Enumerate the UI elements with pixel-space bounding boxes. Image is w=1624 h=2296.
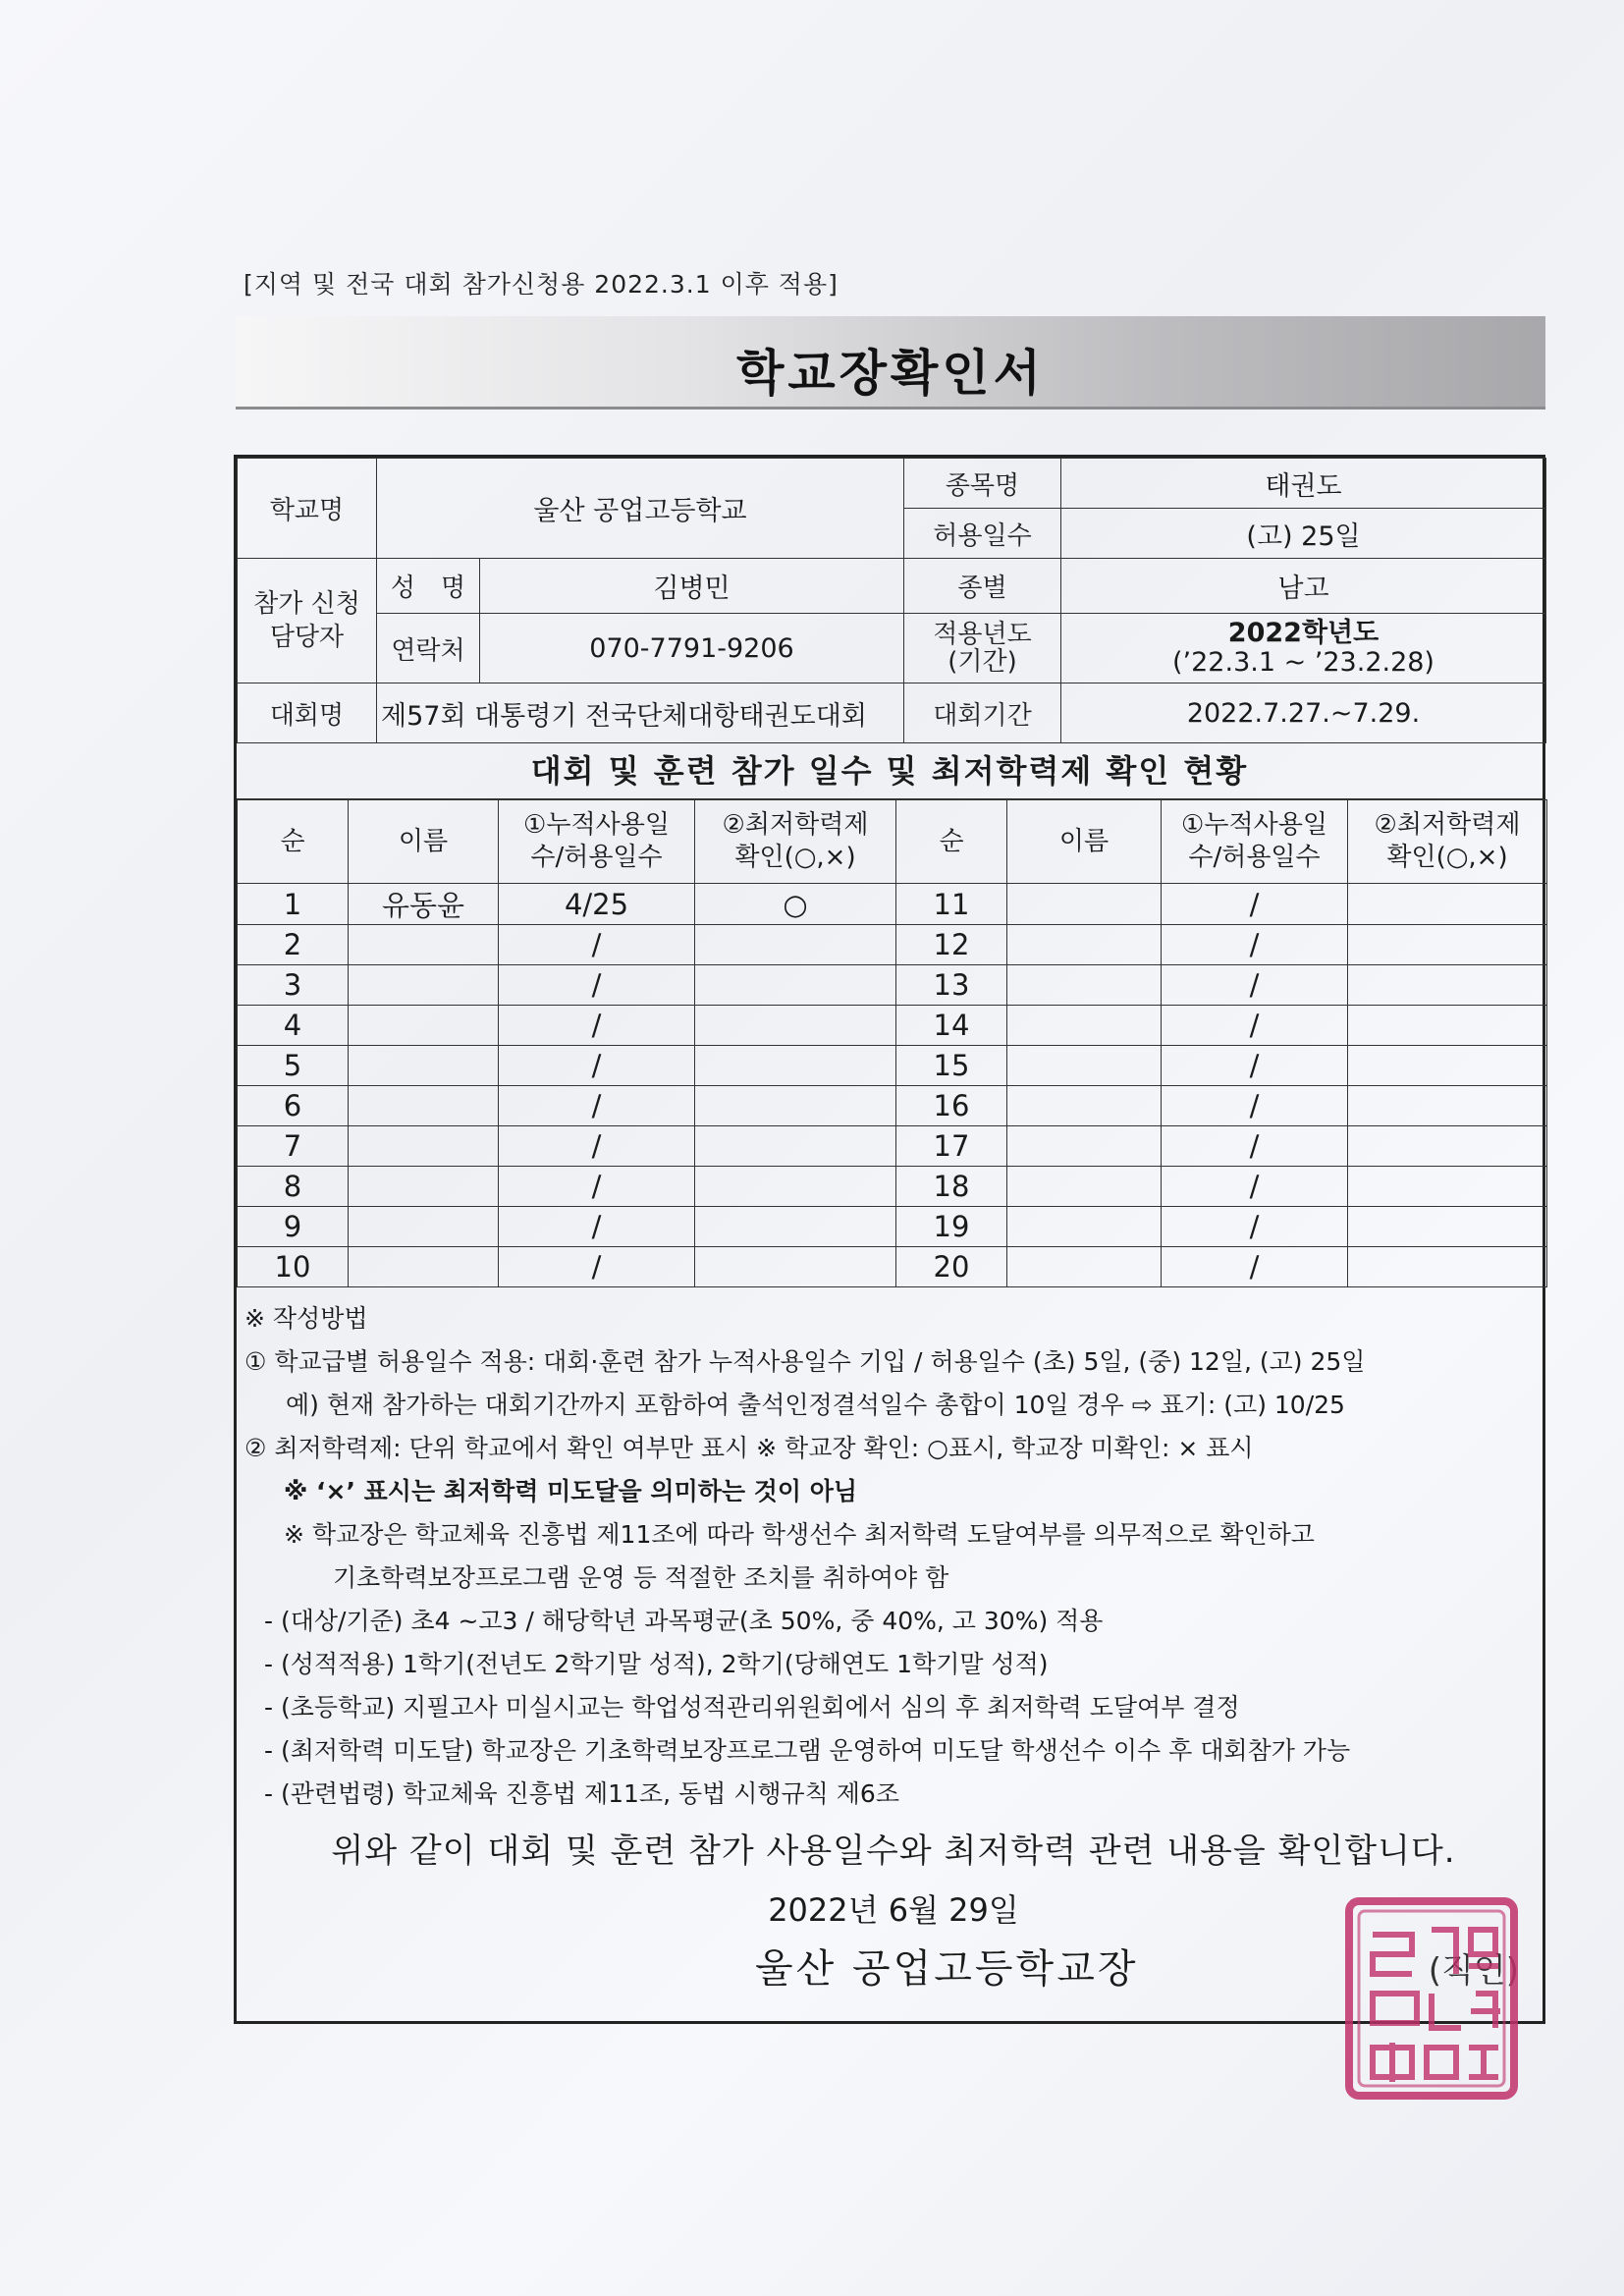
row-days-left: 4/25 xyxy=(499,884,695,925)
detail-not-reached: - (최저학력 미도달) 학교장은 기초학력보장프로그램 운영하여 미도달 학생선수 이수 후 대회참가 가능 xyxy=(264,1736,1351,1765)
category-value: 남고 xyxy=(1061,559,1546,614)
row-no-right: 11 xyxy=(896,884,1007,925)
table-row xyxy=(238,1207,1547,1247)
table-row xyxy=(238,1046,1547,1086)
contact-label: 연락처 xyxy=(377,614,480,683)
row-name-right xyxy=(1007,1207,1162,1247)
row-name-right xyxy=(1007,1247,1162,1287)
table-row xyxy=(238,884,1547,925)
row-name-right xyxy=(1007,884,1162,925)
row-name-left: 유동윤 xyxy=(349,884,499,925)
event-value: 태권도 xyxy=(1061,459,1546,509)
period-value: 2022.7.27.~7.29. xyxy=(1061,683,1546,743)
row-days-right: / xyxy=(1162,925,1348,965)
year-period: (’22.3.1 ~ ’23.2.28) xyxy=(1172,647,1435,678)
official-seal-stamp xyxy=(1343,1895,1520,2102)
seal-label: (직인) xyxy=(1428,1951,1519,1991)
row-name-right xyxy=(1007,1167,1162,1207)
row-days-left: / xyxy=(499,1086,695,1126)
row-days-right: / xyxy=(1162,1086,1348,1126)
row-name-right xyxy=(1007,1006,1162,1046)
col-name-left: 이름 xyxy=(349,800,499,884)
detail-law: - (관련법령) 학교체육 진흥법 제11조, 동법 시행규칙 제6조 xyxy=(264,1779,899,1808)
event-label: 종목명 xyxy=(904,459,1061,509)
signer-title: 울산 공업고등학교장 xyxy=(755,1946,1139,1992)
row-days-left: / xyxy=(499,1126,695,1167)
row-no-left: 6 xyxy=(238,1086,349,1126)
row-no-right: 19 xyxy=(896,1207,1007,1247)
row-no-right: 15 xyxy=(896,1046,1007,1086)
col-no-left: 순 xyxy=(238,800,349,884)
row-name-left xyxy=(349,1046,499,1086)
detail-target: - (대상/기준) 초4 ~고3 / 해당학년 과목평균(초 50%, 중 40%, 고 30%) 적용 xyxy=(264,1607,1104,1635)
row-name-left xyxy=(349,1126,499,1167)
col-name-right: 이름 xyxy=(1007,800,1162,884)
allowed-days-value: (고) 25일 xyxy=(1061,509,1546,559)
year-label: 적용년도 (기간) xyxy=(904,614,1061,683)
row-days-left: / xyxy=(499,1006,695,1046)
row-no-left: 9 xyxy=(238,1207,349,1247)
row-no-right: 14 xyxy=(896,1006,1007,1046)
row-check-left xyxy=(695,1167,896,1207)
row-days-right: / xyxy=(1162,1126,1348,1167)
row-no-right: 20 xyxy=(896,1247,1007,1287)
row-check-left xyxy=(695,1046,896,1086)
row-check-left xyxy=(695,1086,896,1126)
row-no-left: 8 xyxy=(238,1167,349,1207)
row-name-right xyxy=(1007,965,1162,1006)
note-2-warning: ※ ‘×’ 표시는 최저학력 미도달을 의미하는 것이 아님 xyxy=(284,1477,858,1505)
name-label: 성 명 xyxy=(377,559,480,614)
row-no-right: 16 xyxy=(896,1086,1007,1126)
row-check-left xyxy=(695,1207,896,1247)
row-check-right xyxy=(1348,965,1547,1006)
competition-value: 제57회 대통령기 전국단체대항태권도대회 xyxy=(377,683,904,743)
row-no-right: 12 xyxy=(896,925,1007,965)
row-name-right xyxy=(1007,1086,1162,1126)
note-2-duty: ※ 학교장은 학교체육 진흥법 제11조에 따라 학생선수 최저학력 도달여부를 의무적으로 확인하고 xyxy=(284,1520,1315,1549)
instructions xyxy=(237,1287,1543,1991)
row-name-left xyxy=(349,1207,499,1247)
name-value: 김병민 xyxy=(480,559,904,614)
row-no-left: 4 xyxy=(238,1006,349,1046)
col-days-right: ①누적사용일 수/허용일수 xyxy=(1162,800,1348,884)
status-table-header xyxy=(238,800,1547,884)
row-no-left: 3 xyxy=(238,965,349,1006)
row-days-left: / xyxy=(499,1046,695,1086)
row-no-left: 10 xyxy=(238,1247,349,1287)
row-check-left xyxy=(695,925,896,965)
row-days-left: / xyxy=(499,965,695,1006)
row-name-left xyxy=(349,1167,499,1207)
applicant-label: 참가 신청 담당자 xyxy=(238,559,377,683)
row-check-right xyxy=(1348,884,1547,925)
row-days-right: / xyxy=(1162,884,1348,925)
competition-label: 대회명 xyxy=(238,683,377,743)
category-label: 종별 xyxy=(904,559,1061,614)
row-days-left: / xyxy=(499,1207,695,1247)
row-check-right xyxy=(1348,1167,1547,1207)
status-table xyxy=(237,799,1547,1287)
table-row xyxy=(238,925,1547,965)
row-days-right: / xyxy=(1162,1247,1348,1287)
detail-grades: - (성적적용) 1학기(전년도 2학기말 성적), 2학기(당해연도 1학기말 성적) xyxy=(264,1650,1049,1678)
form-usage-caption: [지역 및 전국 대회 참가신청용 2022.3.1 이후 적용] xyxy=(244,270,839,299)
row-check-right xyxy=(1348,1247,1547,1287)
row-check-left xyxy=(695,1126,896,1167)
row-days-left: / xyxy=(499,1247,695,1287)
contact-value: 070-7791-9206 xyxy=(480,614,904,683)
note-1: ① 학교급별 허용일수 적용: 대회·훈련 참가 누적사용일수 기입 / 허용일수 (초) 5일, (중) 12일, (고) 25일 xyxy=(244,1347,1366,1376)
row-name-left xyxy=(349,925,499,965)
col-days-left: ①누적사용일 수/허용일수 xyxy=(499,800,695,884)
status-rows xyxy=(238,884,1547,1287)
status-section-title: 대회 및 훈련 참가 일수 및 최저학력제 확인 현황 xyxy=(237,743,1543,799)
row-name-left xyxy=(349,965,499,1006)
note-1-example: 예) 현재 참가하는 대회기간까지 포함하여 출석인정결석일수 총합이 10일 경우 ⇨ 표기: (고) 10/25 xyxy=(286,1391,1345,1419)
row-no-left: 1 xyxy=(238,884,349,925)
table-row xyxy=(238,1126,1547,1167)
row-check-right xyxy=(1348,1046,1547,1086)
row-check-right xyxy=(1348,925,1547,965)
row-days-left: / xyxy=(499,1167,695,1207)
row-check-right xyxy=(1348,1126,1547,1167)
document-title: 학교장확인서 xyxy=(736,345,1045,402)
row-check-left xyxy=(695,965,896,1006)
col-check-left: ②최저학력제 확인(○,×) xyxy=(695,800,896,884)
row-no-right: 18 xyxy=(896,1167,1007,1207)
row-check-right xyxy=(1348,1207,1547,1247)
row-days-left: / xyxy=(499,925,695,965)
year-cell xyxy=(1061,614,1546,683)
col-check-right: ②최저학력제 확인(○,×) xyxy=(1348,800,1547,884)
notes-heading: ※ 작성방법 xyxy=(244,1304,368,1333)
info-table xyxy=(237,458,1546,743)
year-value: 2022학년도 xyxy=(1227,618,1380,648)
col-no-right: 순 xyxy=(896,800,1007,884)
row-days-right: / xyxy=(1162,1167,1348,1207)
row-no-right: 13 xyxy=(896,965,1007,1006)
confirmation-form xyxy=(234,455,1545,2024)
row-days-right: / xyxy=(1162,1006,1348,1046)
row-no-left: 5 xyxy=(238,1046,349,1086)
allowed-days-label: 허용일수 xyxy=(904,509,1061,559)
row-no-right: 17 xyxy=(896,1126,1007,1167)
table-row xyxy=(238,965,1547,1006)
row-check-left xyxy=(695,1006,896,1046)
note-2: ② 최저학력제: 단위 학교에서 확인 여부만 표시 ※ 학교장 확인: ○표시, 학교장 미확인: × 표시 xyxy=(244,1434,1254,1462)
title-banner xyxy=(236,316,1545,410)
row-name-left xyxy=(349,1086,499,1126)
row-check-right xyxy=(1348,1086,1547,1126)
row-days-right: / xyxy=(1162,1046,1348,1086)
row-check-right xyxy=(1348,1006,1547,1046)
row-no-left: 2 xyxy=(238,925,349,965)
row-name-right xyxy=(1007,1126,1162,1167)
note-2-duty-cont: 기초학력보장프로그램 운영 등 적절한 조치를 취하여야 함 xyxy=(333,1563,949,1592)
table-row xyxy=(238,1247,1547,1287)
table-row xyxy=(238,1167,1547,1207)
row-days-right: / xyxy=(1162,1207,1348,1247)
confirmation-statement: 위와 같이 대회 및 훈련 참가 사용일수와 최저학력 관련 내용을 확인합니다. xyxy=(331,1831,1456,1871)
row-name-right xyxy=(1007,925,1162,965)
table-row xyxy=(238,1006,1547,1046)
detail-elementary: - (초등학교) 지필고사 미실시교는 학업성적관리위원회에서 심의 후 최저학력 도달여부 결정 xyxy=(264,1693,1240,1722)
row-days-right: / xyxy=(1162,965,1348,1006)
period-label: 대회기간 xyxy=(904,683,1061,743)
row-check-left: ○ xyxy=(695,884,896,925)
row-check-left xyxy=(695,1247,896,1287)
row-name-left xyxy=(349,1006,499,1046)
row-no-left: 7 xyxy=(238,1126,349,1167)
table-row xyxy=(238,1086,1547,1126)
school-value: 울산 공업고등학교 xyxy=(377,459,904,559)
school-label: 학교명 xyxy=(238,459,377,559)
row-name-left xyxy=(349,1247,499,1287)
issue-date: 2022년 6월 29일 xyxy=(768,1891,1019,1929)
row-name-right xyxy=(1007,1046,1162,1086)
